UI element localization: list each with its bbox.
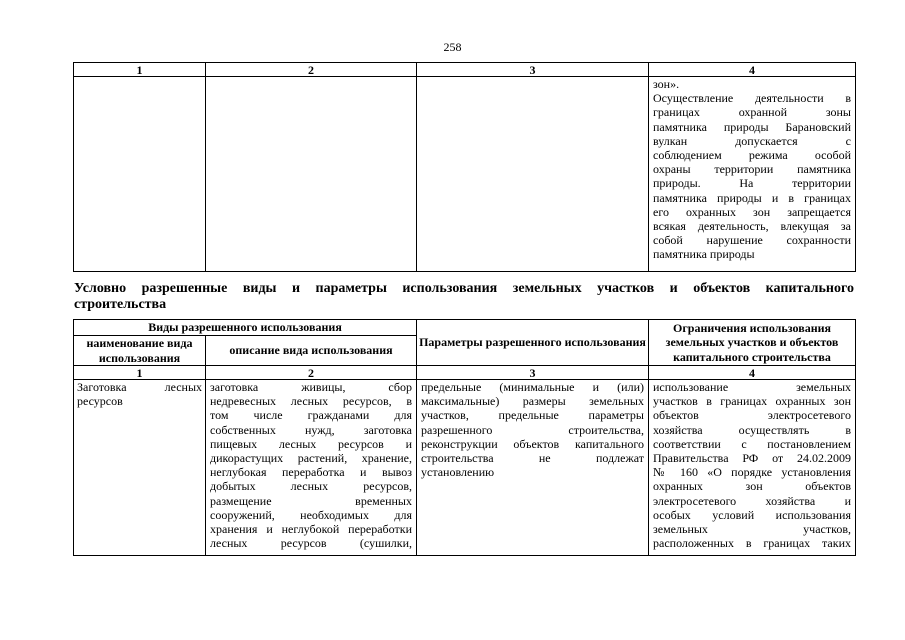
text-line: реконструкции объектов капитального (421, 436, 644, 451)
text-line: том числе гражданами для (210, 408, 412, 423)
text-line: природы. На территории (653, 176, 851, 191)
text-line: соответствии с постановлением (653, 436, 851, 451)
text-line: предельные (минимальные и (или) (421, 380, 644, 394)
text-line: участков в границах охранных зон (653, 394, 851, 409)
continuation-table (73, 62, 856, 272)
text-line: Осуществление деятельности в (653, 91, 851, 106)
text-line: Правительства РФ от 24.02.2009 (653, 450, 851, 465)
use-description-cell (206, 380, 417, 556)
text-line: установлению (421, 465, 495, 480)
text-line: участков, предельные параметры (421, 408, 644, 423)
text-line: охраны территории памятника (653, 162, 851, 177)
conditional-uses-table (73, 319, 856, 556)
table1-cell-1 (74, 77, 206, 272)
header-parameters: Параметры разрешенного использования (417, 320, 649, 366)
col-number-4: 4 (649, 366, 856, 380)
col-number-4: 4 (649, 63, 856, 77)
text-line: неглубокая переработка и вывоз (210, 465, 412, 480)
text-line: ресурсов (77, 394, 123, 409)
text-line: максимальные) размеры земельных (421, 394, 644, 409)
text-line: № 160 «О порядке установления (653, 465, 851, 480)
text-line: хозяйства осуществлять в (653, 422, 851, 437)
text-line: разрешенного строительства, (421, 422, 644, 437)
text-line: зон». (653, 77, 680, 91)
text-line: границах охранной зоны (653, 105, 851, 120)
text-line: памятника природы и в границах (653, 190, 851, 205)
header-use-name: наименование вида использования (74, 336, 206, 366)
restrictions-cell (649, 380, 856, 556)
text-line: собственных нужд, заготовка (210, 422, 412, 437)
section-heading (74, 281, 854, 313)
text-line: сооружений, необходимых для (210, 507, 412, 522)
text-line: дикорастущих растений, хранение, (210, 450, 412, 465)
text-line: всякая деятельность, влекущая за (653, 218, 851, 233)
text-line: объектов электросетевого (653, 408, 851, 423)
col-number-2: 2 (206, 366, 417, 380)
table1-cell-2 (206, 77, 417, 272)
text-line: заготовка живицы, сбор (210, 380, 412, 394)
text-line: охранных зон объектов (653, 479, 851, 494)
text-line: добытых лесных ресурсов, (210, 479, 412, 494)
table1-cell-4 (649, 77, 856, 272)
header-use-description: описание вида использования (206, 336, 417, 366)
text-line: вулкан допускается с (653, 133, 851, 148)
col-number-3: 3 (417, 63, 649, 77)
parameters-cell (417, 380, 649, 556)
text-line: собой нарушение сохранности (653, 233, 851, 248)
section-heading-line-1: Условно разрешенные виды и параметры использования земельных участков и объектов капитального (74, 281, 854, 296)
group-header-uses: Виды разрешенного использования (74, 320, 417, 336)
text-line: расположенных в границах таких (653, 536, 851, 551)
text-line: размещение временных (210, 493, 412, 508)
table1-cell-3 (417, 77, 649, 272)
page-number: 258 (443, 40, 462, 54)
header-restrictions: Ограничения использования земельных участков и объектов капитального строительства (649, 320, 856, 366)
text-line: памятника природы Барановский (653, 119, 851, 134)
text-line: строительства не подлежат (421, 450, 644, 465)
col-number-3: 3 (417, 366, 649, 380)
text-line: использование земельных (653, 380, 851, 394)
text-line: пищевых лесных ресурсов и (210, 436, 412, 451)
text-line: Заготовка лесных (77, 380, 202, 394)
text-line: особых условий использования (653, 507, 851, 522)
text-line: электросетевого хозяйства и (653, 493, 851, 508)
text-line: лесных ресурсов (сушилки, (210, 536, 412, 551)
text-line: его охранных зон запрещается (653, 204, 851, 219)
text-line: хранения и неглубокой переработки (210, 521, 412, 536)
text-line: земельных участков, (653, 521, 851, 536)
text-line: недревесных лесных ресурсов, в (210, 394, 412, 409)
col-number-2: 2 (206, 63, 417, 77)
col-number-1: 1 (74, 63, 206, 77)
text-line: памятника природы (653, 247, 755, 262)
text-line: соблюдением режима особой (653, 147, 851, 162)
col-number-1: 1 (74, 366, 206, 380)
section-heading-line-2: строительства (74, 297, 167, 312)
use-name-cell (74, 380, 206, 556)
